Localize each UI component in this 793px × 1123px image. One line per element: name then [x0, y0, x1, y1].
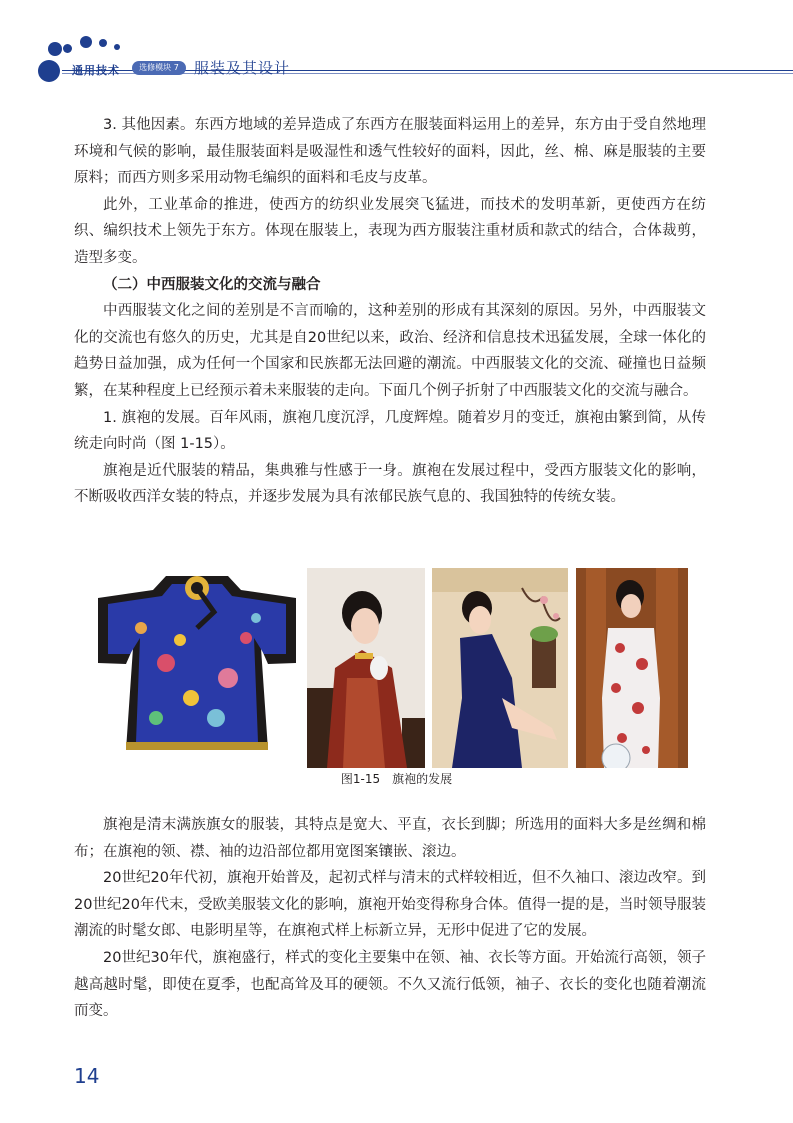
page-header	[0, 0, 793, 90]
decor-dot	[38, 60, 60, 82]
figure-caption: 图1-15 旗袍的发展	[340, 772, 453, 786]
page-number: 14	[74, 1064, 100, 1088]
decor-dot	[114, 44, 120, 50]
module-badge: 选修模块 7	[132, 61, 186, 75]
section-heading: （二）中西服装文化的交流与融合	[103, 276, 321, 293]
figure-qipao-development	[96, 568, 688, 768]
decor-dot	[80, 36, 92, 48]
paragraph: 此外，工业革命的推进，使西方的纺织业发展突飞猛进，而技术的发明革新，更使西方在纺织、编织技术上领先于东方。体现在服装上，表现为西方服装注重材质和款式的结合，合体裁剪，造型多变。	[74, 196, 706, 266]
paragraph: 1. 旗袍的发展。百年风雨，旗袍几度沉浮，几度辉煌。随着岁月的变迁，旗袍由繁到简，从传统走向时尚（图 1-15）。	[74, 409, 706, 453]
book-title: 服装及其设计	[194, 59, 291, 77]
body-text-bottom	[74, 812, 706, 1025]
series-name: 通用技术	[72, 64, 120, 77]
paragraph: 3. 其他因素。东西方地域的差异造成了东西方在服装面料运用上的差异，东方由于受自然地理环境和气候的影响，最佳服装面料是吸湿性和透气性较好的面料，因此，丝、棉、麻是服装的主要原料；而西方则多采用动物毛编织的面料和毛皮与皮革。	[74, 117, 706, 187]
decor-dot	[48, 42, 62, 56]
qing-robe-image	[96, 568, 298, 768]
body-text-top	[74, 112, 706, 511]
decor-dot	[63, 44, 72, 53]
modern-floral-qipao-photo	[576, 568, 688, 768]
red-robe-photo	[307, 568, 425, 768]
paragraph: 20世纪20年代初，旗袍开始普及，起初式样与清末的式样较相近，但不久袖口、滚边改窄。到20世纪20年代末，受欧美服装文化的影响，旗袍开始变得称身合体。值得一提的是，当时领导服装潮流的时髦女郎、电影明星等，在旗袍式样上标新立异，无形中促进了它的发展。	[74, 870, 706, 940]
paragraph: 20世纪30年代，旗袍盛行，样式的变化主要集中在领、袖、衣长等方面。开始流行高领，领子越高越时髦，即使在夏季，也配高耸及耳的硬领。不久又流行低领，袖子、衣长的变化也随着潮流而变。	[74, 949, 706, 1020]
paragraph: 旗袍是清末满族旗女的服装，其特点是宽大、平直，衣长到脚；所选用的面料大多是丝绸和棉布；在旗袍的领、襟、袖的边沿部位都用宽图案镶嵌、滚边。	[74, 817, 706, 860]
vintage-poster-photo	[432, 568, 568, 768]
paragraph: 中西服装文化之间的差别是不言而喻的，这种差别的形成有其深刻的原因。另外，中西服装文化的交流也有悠久的历史，尤其是自20世纪以来，政治、经济和信息技术迅猛发展，全球一体化的趋势日益加强，成为任何一个国家和民族都无法回避的潮流。中西服装文化的交流、碰撞也日益频繁，在某种程度上已经预示着未来服装的走向。下面几个例子折射了中西服装文化的交流与融合。	[74, 303, 706, 399]
decor-dot	[99, 39, 107, 47]
paragraph: 旗袍是近代服装的精品，集典雅与性感于一身。旗袍在发展过程中，受西方服装文化的影响，不断吸收西洋女装的特点，并逐步发展为具有浓郁民族气息的、我国独特的传统女装。	[74, 462, 706, 506]
